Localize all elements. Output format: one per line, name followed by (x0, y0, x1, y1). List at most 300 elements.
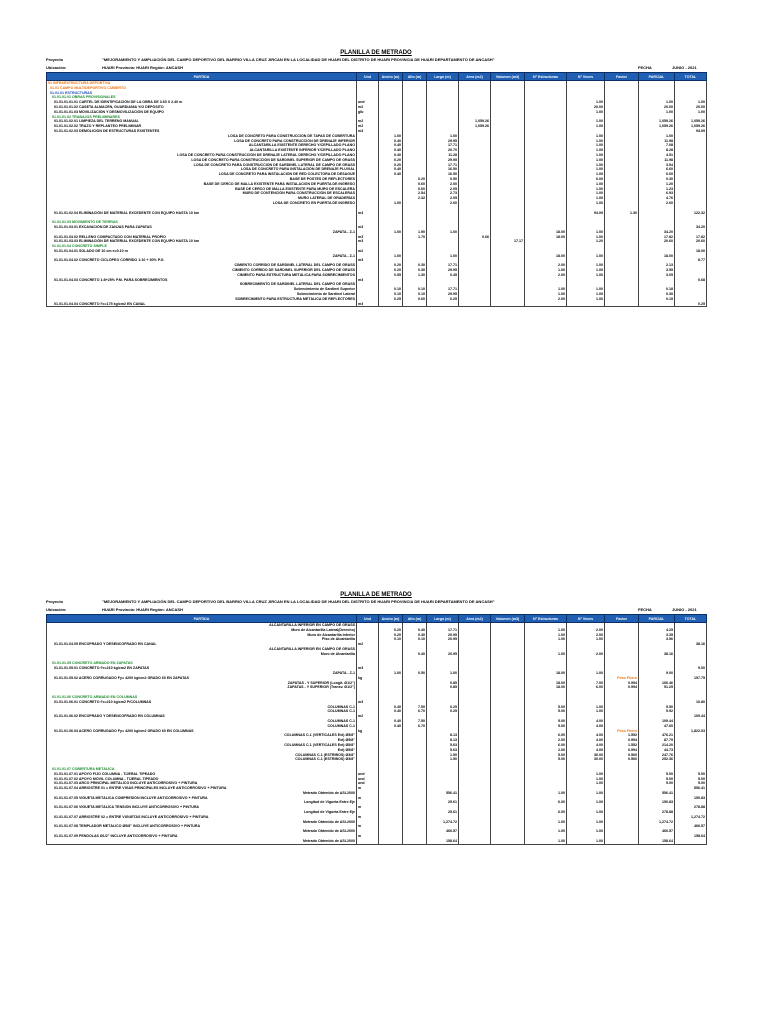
cell-und: m3 (357, 666, 379, 671)
item-code: 01.01.01.05.02 (48, 675, 78, 680)
cell-estructuras (525, 302, 567, 307)
col-header-total: TOTAL (675, 615, 707, 623)
location-row (46, 606, 706, 614)
cell-ancho: 1.00 (379, 254, 403, 259)
col-header-volumen: Volumen (m3) (491, 615, 525, 623)
cell-veces: 6.00 (567, 177, 605, 182)
header-row (47, 73, 707, 81)
cell-parcial: 5.92 (639, 709, 675, 714)
cell-veces: 1.00 (567, 273, 605, 278)
table-body (47, 81, 707, 307)
cell-total (675, 839, 707, 844)
cell-parcial: 106.46 (639, 681, 675, 686)
cell-largo: 2.05 (427, 196, 459, 201)
cell-parcial: 252.36 (639, 757, 675, 762)
cell-parcial: 556.41 (639, 791, 675, 796)
col-header-factor: Factor (605, 615, 639, 623)
location-value: HUARI Provincia: HUARI Región: ANCASH (102, 65, 183, 70)
cell-ancho: 0.20 (379, 263, 403, 268)
cell-ancho: 1.00 (379, 230, 403, 235)
cell-largo: 2.73 (427, 191, 459, 196)
item-description: Longitud de Vigueta Entre Eje (303, 810, 355, 815)
cell-factor (605, 302, 639, 307)
item-description: Ext) Ø5/8" (337, 738, 355, 743)
project-name: "MEJORAMIENTO Y AMPLIACIÓN DEL CAMPO DEPORTIVO DEL BARRIO VILLA CRUZ JIRCAN EN LA LOCALIDAD DE HUARI DEL DISTRITO DE HUARI PROVINCIA DE HUARI DEPARTAMENTO DE ANCASH" (102, 599, 495, 604)
cell-und: m (357, 786, 379, 791)
item-code: 01.01.01.07.03 (48, 781, 78, 786)
item-code: 01.01.01.03.02 (48, 234, 78, 239)
cell-parcial: 1,274.72 (639, 820, 675, 825)
cell-largo: 20.95 (427, 652, 459, 657)
cell-veces: 1.00 (567, 143, 605, 148)
cell-veces: 2.00 (567, 633, 605, 638)
cell-estructuras: 18.00 (525, 681, 567, 686)
cell-und: m2 (357, 249, 379, 254)
cell-veces: 1.00 (567, 292, 605, 297)
cell-veces: 1.00 (567, 201, 605, 206)
cell-und: m2 (357, 642, 379, 647)
cell-largo: 466.57 (427, 829, 459, 834)
cell-parcial: 4.51 (639, 153, 675, 158)
cell-total: 158.64 (675, 834, 707, 839)
cell-alto: 6.70 (403, 709, 427, 714)
item-description: Ext) Ø5/8" (337, 747, 355, 752)
cell-estructuras: 1.00 (525, 839, 567, 844)
item-description: MURO DE CONTENCIÓN PARA CONSTRUCCIÓN DE ESCALERAS (242, 191, 355, 196)
cell-veces: 1.00 (567, 254, 605, 259)
cell-veces: 1.00 (567, 263, 605, 268)
cell-factor: 0.994 (605, 748, 639, 753)
cell-largo: 1.50 (427, 757, 459, 762)
item-description: SOBRECIMIENTO DE SARDINEL LATERAL DEL CAMPO DE GRASS (239, 282, 355, 287)
item-code: 01.01.01.02 TRABAJOS PRELIMINARES (48, 114, 120, 119)
cell-ancho: 0.40 (379, 709, 403, 714)
item-description: ENCOFRADO Y DESENCOFRADO EN COLUMNAS (78, 714, 165, 719)
cell-ancho (379, 302, 403, 307)
cell-alto: 2.32 (403, 196, 427, 201)
cell-factor (605, 839, 639, 844)
cell-parcial: 214.20 (639, 743, 675, 748)
cell-veces: 2.00 (567, 652, 605, 657)
cell-alto: 0.30 (403, 268, 427, 273)
cell-parcial: 476.21 (639, 733, 675, 738)
item-code: 01.01.01.07 COBERTURA METÁLICA (48, 766, 115, 771)
cell-largo: 29.95 (427, 292, 459, 297)
cell-ancho: 1.00 (379, 134, 403, 139)
cell-area (459, 302, 491, 307)
cell-estructuras: 5.00 (525, 724, 567, 729)
cell-veces: 1.00 (567, 781, 605, 786)
item-description: ZAPATA - Z-1 (332, 253, 355, 258)
cell-factor: Peso Fierro (605, 729, 639, 734)
cell-ancho: 0.40 (379, 167, 403, 172)
cell-ancho: 1.00 (379, 671, 403, 676)
item-description: BASE DE CERCO DE MALLA EXISTENTE PARA MURO DE ESCALERA (235, 186, 355, 191)
cell-ancho: 0.40 (379, 719, 403, 724)
cell-total: 197.75 (675, 676, 707, 681)
cell-parcial (639, 302, 675, 307)
item-code: 01 INFRAESTRUCTURA DEPORTIVA (48, 81, 111, 85)
cell-veces: 1.00 (567, 709, 605, 714)
cell-total: 0.25 (675, 302, 707, 307)
cell-parcial: 5.50 (639, 705, 675, 710)
cell-largo: 0.50 (427, 177, 459, 182)
cell-und: m3 (357, 302, 379, 307)
cell-ancho: 0.40 (379, 153, 403, 158)
cell-alto: 1.90 (403, 230, 427, 235)
cell-veces: 30.00 (567, 757, 605, 762)
col-header-area: Area (m2) (459, 73, 491, 81)
cell-largo: 25.61 (427, 800, 459, 805)
cell-total: 150.83 (675, 796, 707, 801)
cell-parcial: 11.98 (639, 139, 675, 144)
cell-parcial: 158.64 (639, 839, 675, 844)
item-description: COLUMNAS C-1 (327, 723, 355, 728)
item-description: LOSA DE CONCRETO EN PUERTA DE INGRESO (272, 200, 355, 205)
item-description: CONCRETO f'c=175 kg/cm2 EN CANAL (78, 301, 146, 306)
cell-parcial: 247.76 (639, 753, 675, 758)
col-header-parcial: PARCIAL (639, 73, 675, 81)
cell-alto: 6.70 (403, 724, 427, 729)
cell-estructuras: 18.00 (525, 671, 567, 676)
cell-parcial: 3.54 (639, 163, 675, 168)
cell-largo: 11.28 (427, 153, 459, 158)
item-code: 01.01.01.04.05 (48, 642, 78, 647)
item-code: 01.01.01.07.02 (48, 776, 78, 781)
cell-factor: 1.30 (605, 211, 639, 216)
cell-parcial: 6.60 (639, 167, 675, 172)
cell-veces: 4.00 (567, 748, 605, 753)
item-description: Muro de Alcantarilla Inferior (307, 632, 355, 637)
item-description: TRAZO Y REPLANTEO PRELIMINAR (78, 124, 142, 129)
cell-parcial: 3.35 (639, 633, 675, 638)
cell-alto: 7.50 (403, 705, 427, 710)
cell-veces: 1.00 (567, 829, 605, 834)
item-description: ARRIOSTRE 01 = ENTRE VIGAS PRINCIPALES INCLUYE ANTICORROSIVO + PINTURA (78, 786, 227, 791)
cell-estructuras: 2.00 (525, 748, 567, 753)
cell-parcial: 4.25 (639, 628, 675, 633)
cell-total: 9.00 (675, 666, 707, 671)
cell-estructuras: 5.00 (525, 719, 567, 724)
cell-parcial: 1.23 (639, 187, 675, 192)
cell-largo: 0.45 (427, 273, 459, 278)
item-code: 01.01.01.07.09 (48, 834, 78, 839)
cell-parcial: 7.08 (639, 143, 675, 148)
sheet-title: PLANILLA DE METRADO (340, 50, 412, 56)
item-description: LOSA DE CONCRETO PARA CONSTRUCCIÓN DE SARDINEL LATERAL DE CAMPO DE GRASS (193, 162, 355, 167)
item-description: CONCRETO f'c=210 kg/cm2 EN ZAPATAS (78, 666, 150, 671)
cell-factor: 0.994 (605, 681, 639, 686)
cell-veces: 4.00 (567, 719, 605, 724)
cell-ancho: 1.00 (379, 201, 403, 206)
item-code: 01.01.01.04.03 (48, 277, 78, 282)
cell-ancho: 0.20 (379, 628, 403, 633)
item-code: 01.01.01.07.06 (48, 805, 78, 810)
cell-total: 5.00 (675, 781, 707, 786)
item-description: CONCRETO f'c=210 kg/cm2 P/COLUMNAS (78, 699, 152, 704)
cell-largo: 17.71 (427, 287, 459, 292)
cell-ancho: 0.40 (379, 705, 403, 710)
cell-veces: 1.00 (567, 297, 605, 302)
cell-largo: 20.70 (427, 148, 459, 153)
item-description: BASE DE POSTES DE REFLECTORES (289, 176, 355, 181)
cell-und: kg (357, 676, 379, 681)
cell-total: 122.32 (675, 211, 707, 216)
item-code: 01.01.01.04.02 (48, 258, 78, 263)
item-description: CASETA ALMACÉN, GUARDIANÍA Y/O DEPÓSITO (78, 104, 164, 109)
cell-veces: 1.00 (567, 119, 605, 124)
cell-estructuras: 1.00 (525, 829, 567, 834)
metrado-sheet-1 (46, 50, 706, 307)
cell-partida (47, 839, 357, 844)
col-header-alto: Alto (m) (403, 73, 427, 81)
item-description: DEMOLICIÓN DE ESTRUCTURAS EXISTENTES (78, 128, 160, 133)
metrado-table (46, 72, 707, 307)
cell-veces: 1.00 (567, 153, 605, 158)
cell-total: 0.68 (675, 278, 707, 283)
cell-largo: 1.50 (427, 753, 459, 758)
cell-und: m2 (357, 119, 379, 124)
cell-parcial: 5.00 (639, 772, 675, 777)
cell-parcial: 1.00 (639, 110, 675, 115)
item-description: RELLENO COMPACTADO CON MATERIAL PROPIO (78, 234, 166, 239)
cell-largo: 0.25 (427, 297, 459, 302)
cell-estructuras: 5.00 (525, 753, 567, 758)
cell-veces: 1.00 (567, 167, 605, 172)
cell-estructuras: 1.00 (525, 633, 567, 638)
item-description: ELIMINACIÓN DE MATERIAL EXCEDENTE CON EQUIPO HASTA 10 km (78, 210, 200, 215)
cell-total: 20.00 (675, 105, 707, 110)
item-description: LOSA DE CONCRETO PARA CONSTRUCCIÓN DE TAPAS DE COBERTURA (227, 133, 355, 138)
cell-largo: 0.85 (427, 685, 459, 690)
cell-veces: 4.00 (567, 733, 605, 738)
col-header-und: Und (357, 615, 379, 623)
cell-total: 1,822.03 (675, 729, 707, 734)
cell-veces: 1.00 (567, 235, 605, 240)
cell-alto: 0.40 (403, 628, 427, 633)
cell-volumen (491, 839, 525, 844)
cell-estructuras: 5.00 (525, 757, 567, 762)
cell-total: 17.82 (675, 235, 707, 240)
col-header-parcial: PARCIAL (639, 615, 675, 623)
cell-veces: 1.00 (567, 196, 605, 201)
project-row (46, 598, 706, 606)
cell-largo: 2.00 (427, 182, 459, 187)
cell-veces: 1.00 (567, 772, 605, 777)
cell-alto: 0.60 (403, 182, 427, 187)
item-code: 01.01.01.03 MOVIMIENTO DE TIERRAS (48, 220, 118, 225)
item-description: MURO LATERAL DE GRADERÍAS (298, 196, 355, 201)
cell-largo: 17.71 (427, 163, 459, 168)
cell-ancho (379, 839, 403, 844)
date-label: FECHA (638, 65, 652, 70)
cell-ancho: 0.10 (379, 287, 403, 292)
item-description: ALCANTARILLA INFERIOR EN CAMPO DE GRASS (269, 623, 355, 627)
cell-veces: 4.00 (567, 724, 605, 729)
cell-veces: 1.00 (567, 820, 605, 825)
cell-largo: 29.95 (427, 158, 459, 163)
item-description: LOSA DE CONCRETO PARA CONSTRUCCIÓN DE DRENAJE LATERAL DERECHO Y/CEPILLADO PLANO (177, 152, 355, 157)
cell-total: 556.41 (675, 786, 707, 791)
cell-parcial: 47.60 (639, 724, 675, 729)
cell-largo: 17.71 (427, 143, 459, 148)
date-value: JUNIO - 2021 (672, 65, 697, 70)
cell-estructuras: 5.00 (525, 705, 567, 710)
cell-estructuras: 2.00 (525, 738, 567, 743)
cell-ancho: 0.20 (379, 158, 403, 163)
cell-largo: 8.13 (427, 733, 459, 738)
cell-parcial: 38.16 (639, 652, 675, 657)
item-description: Muro de Alcantarilla Lateral(Derecho) (291, 627, 355, 632)
cell-und: m (357, 796, 379, 801)
cell-largo: 2.00 (427, 201, 459, 206)
cell-alto: 0.40 (403, 633, 427, 638)
cell-parcial: 6.60 (639, 172, 675, 177)
cell-parcial: 17.82 (639, 235, 675, 240)
cell-und: m (357, 824, 379, 829)
item-description: COLUMNAS C-1 (ESTRIBOS) Ø3/8" (295, 757, 355, 762)
item-description: ENCOFRADO Y DESENCOFRADO EN CANAL (78, 642, 157, 647)
item-description: SOBRECIMIENTO PARA ESTRUCTURA METÁLICA DE REFLECTORES (235, 296, 355, 301)
cell-estructuras: 18.00 (525, 254, 567, 259)
item-description: EXCAVACIÓN DE ZANJAS PARA ZAPATAS (78, 224, 152, 229)
col-header-und: Und (357, 73, 379, 81)
cell-veces: 1.00 (567, 705, 605, 710)
cell-und: m3 (357, 278, 379, 283)
cell-largo: 1.00 (427, 134, 459, 139)
cell-total: 1,059.26 (675, 124, 707, 129)
cell-ancho: 0.40 (379, 172, 403, 177)
cell-ancho: 0.10 (379, 292, 403, 297)
cell-veces: 1.00 (567, 110, 605, 115)
item-code: 01.01.01.07.04 (48, 786, 78, 791)
cell-largo: 20.95 (427, 637, 459, 642)
cell-parcial: 0.18 (639, 287, 675, 292)
item-description: ALCANTARILLA EXISTENTE INFERIOR Y/CEPILLADO PLANO (249, 148, 355, 153)
cell-und: m2 (357, 714, 379, 719)
cell-ancho: 0.10 (379, 637, 403, 642)
cell-largo: 17.71 (427, 263, 459, 268)
cell-ancho: 0.40 (379, 139, 403, 144)
item-code: 01.01.01.06.01 (48, 699, 78, 704)
cell-alto (403, 839, 427, 844)
cell-parcial: 466.57 (639, 829, 675, 834)
cell-total: 38.16 (675, 642, 707, 647)
col-header-largo: Largo (m) (427, 615, 459, 623)
cell-largo: 158.64 (427, 839, 459, 844)
item-description: LIMPIEZA DEL TERRENO MANUAL (78, 119, 139, 124)
cell-veces: 1.00 (567, 172, 605, 177)
project-row (46, 56, 706, 64)
item-code: 01.01.01.07.01 (48, 771, 78, 776)
item-description: Piso de Alcantarilla (321, 637, 355, 642)
cell-parcial: 44.73 (639, 748, 675, 753)
cell-factor: 0.994 (605, 738, 639, 743)
cell-estructuras: 6.00 (525, 810, 567, 815)
cell-estructuras: 1.00 (525, 637, 567, 642)
cell-veces: 20.00 (567, 105, 605, 110)
cell-und: m2 (357, 105, 379, 110)
item-description: Sobrecimiento de Sardinel Lateral (296, 292, 355, 297)
item-code: 01.01.01.01.03 (48, 109, 78, 114)
item-description: COLUMNAS C-1 (VERTICALES Ext) Ø5/8" (284, 733, 355, 738)
cell-ancho: 0.25 (379, 297, 403, 302)
item-description: CONCRETO 1:8+25% P.M. PARA SOBRECIMIENTOS (78, 277, 168, 282)
cell-largo: 1.00 (427, 254, 459, 259)
item-description: Muro de Alcantarilla (320, 651, 355, 656)
cell-factor: 1.552 (605, 733, 639, 738)
cell-ancho: 0.40 (379, 148, 403, 153)
cell-veces: 2.00 (567, 628, 605, 633)
cell-total: 109.44 (675, 714, 707, 719)
cell-total: 10.80 (675, 700, 707, 705)
cell-veces: 1.00 (567, 148, 605, 153)
cell-largo: 17.71 (427, 628, 459, 633)
cell-und: m3 (357, 225, 379, 230)
cell-estructuras: 18.00 (525, 235, 567, 240)
cell-alto: 0.10 (403, 292, 427, 297)
item-code: 01.01.01.01.02 (48, 104, 78, 109)
cell-veces: 7.00 (567, 681, 605, 686)
cell-largo: 1.00 (427, 671, 459, 676)
cell-parcial: 91.25 (639, 685, 675, 690)
cell-alto: 0.10 (403, 287, 427, 292)
col-header-partida: PARTIDA (47, 615, 357, 623)
cell-estructuras: 6.00 (525, 800, 567, 805)
cell-estructuras: 5.00 (525, 709, 567, 714)
cell-total: 34.20 (675, 225, 707, 230)
cell-und: m (357, 834, 379, 839)
item-code: 01.01.01.02.04 (48, 210, 78, 215)
cell-alto: 0.60 (403, 297, 427, 302)
item-description: TEMPLADOR METÁLICO Ø5/8" INCLUYE ANTICORROSIVO + PINTURA (78, 824, 201, 829)
cell-veces: 1.00 (567, 134, 605, 139)
cell-largo: 2.05 (427, 187, 459, 192)
cell-veces: 1.20 (567, 239, 605, 244)
col-header-factor: Factor (605, 73, 639, 81)
item-description: CIMIENTO CORRIDO DE SARDINEL LATERAL DEL CAMPO DE GRASS (234, 263, 355, 268)
cell-veces: 1.00 (567, 100, 605, 105)
sheet-title: PLANILLA DE METRADO (340, 592, 412, 598)
cell-largo: 0.85 (427, 681, 459, 686)
item-description: CONCRETO CICLÓPEO CORRIDO 1:10 + 30% P.G. (78, 258, 165, 263)
location-label: Ubicación: (46, 65, 67, 70)
item-description: COLUMNAS C-1 (327, 704, 355, 709)
cell-veces: 1.00 (567, 268, 605, 273)
cell-largo: 0.25 (427, 709, 459, 714)
cell-alto: 0.40 (403, 652, 427, 657)
item-description: APOYO MÓVIL COLUMNA - TIJERAL TIPEADO (78, 776, 159, 781)
cell-veces: 4.00 (567, 738, 605, 743)
cell-largo: 16.50 (427, 167, 459, 172)
item-code: 01.01.01.01.01 (48, 100, 78, 105)
item-description: ZAPATA - Z-1 (332, 229, 355, 234)
cell-parcial: 1,059.26 (639, 124, 675, 129)
cell-parcial: 5.00 (639, 781, 675, 786)
project-label: Proyecto (46, 599, 64, 604)
cell-estructuras: 18.00 (525, 685, 567, 690)
cell-und: und (357, 777, 379, 782)
item-description: ALCANTARILLA EXISTENTE DERECHO Y/CEPILLADO PLANO (248, 143, 355, 148)
item-description: LOSA DE CONCRETO PARA INSTALACIÓN DE RED COLECTORA DE DESAGÜE (218, 172, 355, 177)
cell-estructuras: 1.00 (525, 268, 567, 273)
cell-veces: 1.00 (567, 671, 605, 676)
item-description: ZAPATAS - Y SUPERIOR (Transv. Ø1/2") (287, 685, 355, 690)
cell-und: m3 (357, 700, 379, 705)
cell-largo: 20.95 (427, 633, 459, 638)
date-label: FECHA (638, 607, 652, 612)
item-code: 01.01.01 ESTRUCTURAS (48, 90, 93, 95)
